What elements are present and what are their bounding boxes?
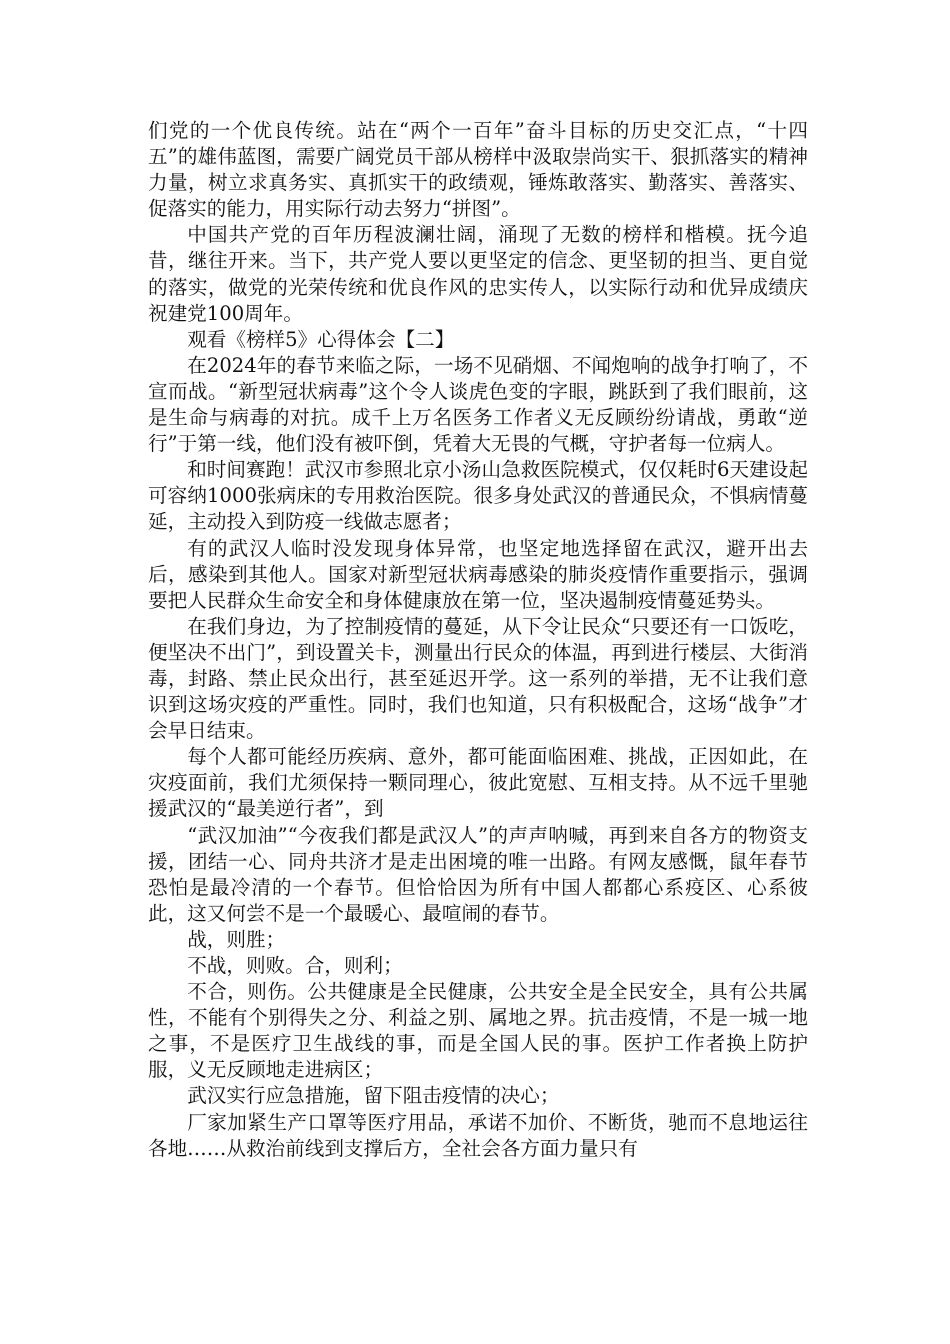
document-page — [148, 118, 808, 1162]
paragraph-continuation: 们党的一个优良传统。站在“两个一百年”奋斗目标的历史交汇点，“十四五”的雄伟蓝图，需要广阔党员干部从榜样中汲取崇尚实干、狠抓落实的精神力量，树立求真务实、真抓实干的政绩观，锤炼敢落实、勤落实、善落实、促落实的能力，用实际行动去努力“拼图”。 — [148, 119, 808, 221]
section-heading: 观看《榜样5》心得体会【二】 — [187, 327, 455, 351]
paragraph: 有的武汉人临时没发现身体异常，也坚定地选择留在武汉，避开出去后，感染到其他人。国家对新型冠状病毒感染的肺炎疫情作重要指示，强调要把人民群众生命安全和身体健康放在第一位，坚决遏制疫情蔓延势头。 — [148, 536, 808, 612]
paragraph: 厂家加紧生产口罩等医疗用品，承诺不加价、不断货，驰而不息地运往各地……从救治前线到支撑后方，全社会各方面力量只有 — [148, 1110, 808, 1160]
paragraph: 不战，则败。合，则利； — [187, 954, 403, 977]
paragraph: 武汉实行应急措施，留下阻击疫情的决心； — [187, 1084, 560, 1108]
paragraph: 中国共产党的百年历程波澜壮阔，涌现了无数的榜样和楷模。抚今追昔，继往开来。当下，共产党人要以更坚定的信念、更坚韧的担当、更自觉的落实，做党的光荣传统和优良作风的忠实传人，以实际行动和优异成绩庆祝建党100周年。 — [148, 223, 808, 325]
paragraph: “武汉加油”“今夜我们都是武汉人”的声声呐喊，再到来自各方的物资支援，团结一心、同舟共济才是走出困境的唯一出路。有网友感慨，鼠年春节恐怕是最冷清的一个春节。但恰恰因为所有中国人都都心系疫区、心系彼此，这又何尝不是一个最暖心、最喧闹的春节。 — [148, 823, 808, 925]
paragraph: 战，则胜； — [187, 927, 286, 951]
paragraph: 在2024年的春节来临之际，一场不见硝烟、不闻炮响的战争打响了，不宣而战。“新型冠状病毒”这个令人谈虎色变的字眼，跳跃到了我们眼前，这是生命与病毒的对抗。成千上万名医务工作者义无反顾纷纷请战，勇敢“逆行”于第一线，他们没有被吓倒，凭着大无畏的气概，守护者每一位病人。 — [148, 353, 808, 456]
paragraph: 每个人都可能经历疾病、意外，都可能面临困难、挑战，正因如此，在灾疫面前，我们尤须保持一颗同理心，彼此宽慰、互相支持。从不远千里驰援武汉的“最美逆行者”，到 — [148, 745, 808, 821]
paragraph: 和时间赛跑！武汉市参照北京小汤山急救医院模式，仅仅耗时6天建设起可容纳1000张病床的专用救治医院。很多身处武汉的普通民众，不惧病情蔓延，主动投入到防疫一线做志愿者； — [148, 458, 808, 534]
paragraph: 在我们身边，为了控制疫情的蔓延，从下令让民众“只要还有一口饭吃，便坚决不出门”，到设置关卡，测量出行民众的体温，再到进行楼层、大街消毒，封路、禁止民众出行，甚至延迟开学。这一系列的举措，无不让我们意识到这场灾疫的严重性。同时，我们也知道，只有积极配合，这场“战争”才会早日结束。 — [148, 614, 808, 743]
paragraph: 不合，则伤。公共健康是全民健康，公共安全是全民安全，具有公共属性，不能有个别得失之分、利益之别、属地之界。抗击疫情，不是一城一地之事，不是医疗卫生战线的事，而是全国人民的事。医护工作者换上防护服，义无反顾地走进病区； — [148, 980, 808, 1082]
